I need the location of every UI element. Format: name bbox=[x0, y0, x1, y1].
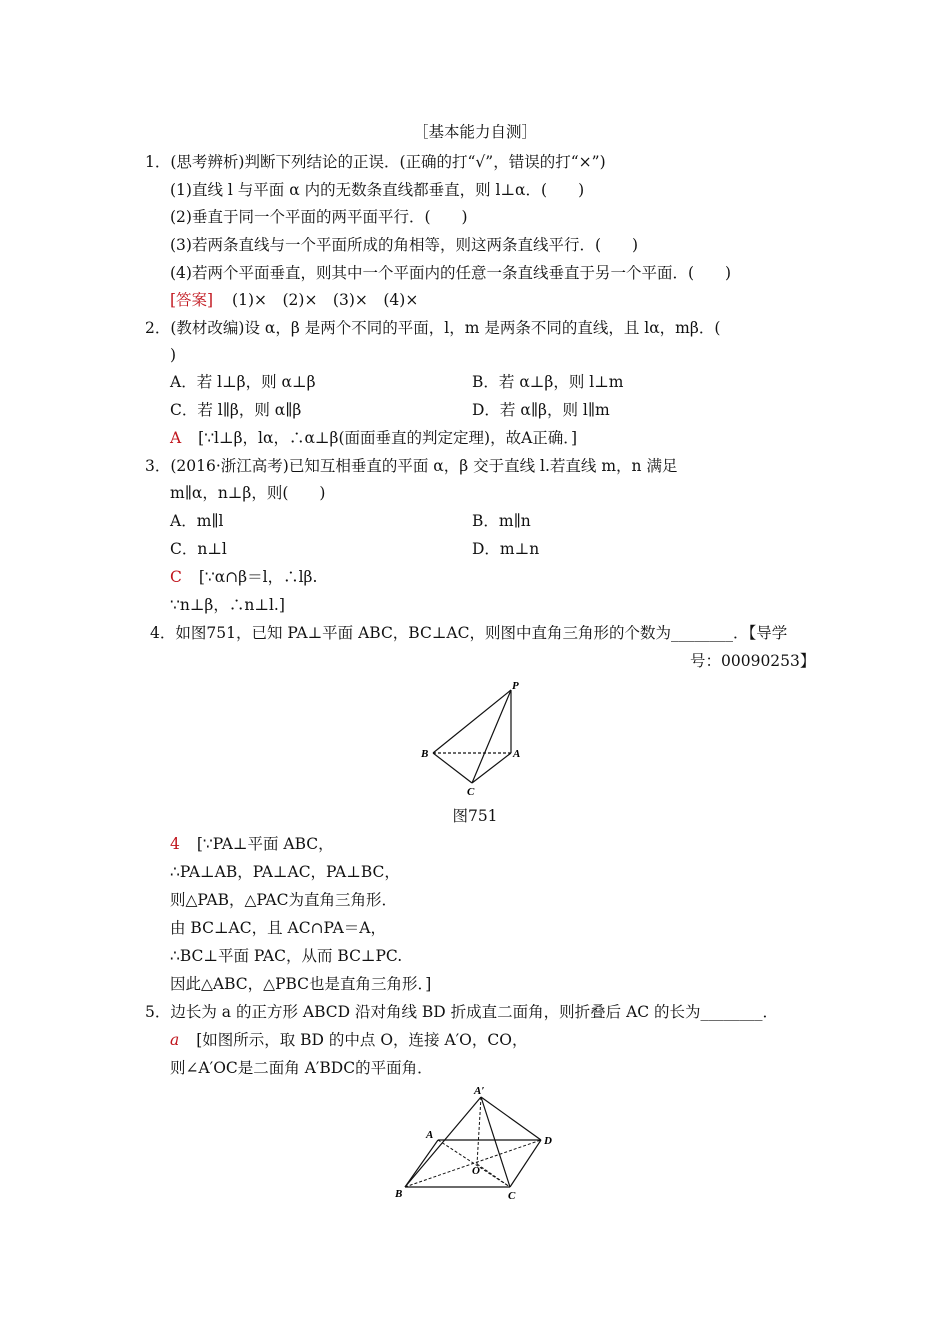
q2-answer: A bbox=[170, 429, 182, 447]
q2-option-b: B．若 α⊥β，则 l⊥m bbox=[472, 373, 624, 391]
q4-explain-3: 则△PAB，△PAC为直角三角形． bbox=[170, 891, 397, 909]
q3-option-a: A．m∥l bbox=[170, 512, 224, 530]
q4-explain-2: ∴PA⊥AB，PA⊥AC，PA⊥BC， bbox=[170, 863, 400, 881]
q2-stem-cont: ) bbox=[170, 346, 177, 364]
q4-answer: 4 bbox=[170, 835, 180, 853]
label-b: B bbox=[395, 1188, 403, 1200]
label-o: O bbox=[472, 1165, 480, 1177]
label-a-prime: A′ bbox=[474, 1085, 485, 1097]
label-p: P bbox=[512, 680, 519, 692]
q2-option-d: D．若 α∥β，则 l∥m bbox=[472, 401, 610, 419]
q1-answer: (1)× (2)× (3)× (4)× bbox=[232, 291, 419, 309]
q4-explain-1: [∵PA⊥平面 ABC， bbox=[196, 835, 334, 853]
q3-answer-row bbox=[170, 567, 317, 587]
label-c: C bbox=[508, 1190, 516, 1202]
edge-a1o bbox=[477, 1097, 481, 1164]
edge-a1d bbox=[481, 1097, 541, 1140]
q5-explain-2: 则∠A′OC是二面角 A′BDC的平面角． bbox=[170, 1059, 433, 1077]
q5-explain-1: [如图所示，取 BD 的中点 O，连接 A′O，CO， bbox=[196, 1031, 528, 1049]
q1-answer-tag: [答案] bbox=[170, 291, 214, 309]
label-c: C bbox=[467, 786, 475, 798]
q4-explain-4: 由 BC⊥AC，且 AC∩PA＝A， bbox=[170, 919, 386, 937]
q3-stem-cont: m∥α，n⊥β，则( ) bbox=[170, 484, 326, 502]
q1-item-3: (3)若两条直线与一个平面所成的角相等，则这两条直线平行．( ) bbox=[170, 236, 639, 254]
section-header: ［基本能力自测］ bbox=[412, 123, 537, 141]
label-a: A bbox=[513, 748, 521, 760]
q1-item-4: (4)若两个平面垂直，则其中一个平面内的任意一条直线垂直于另一个平面．( ) bbox=[170, 264, 732, 282]
q3-answer: C bbox=[170, 568, 182, 586]
q4-figure bbox=[415, 678, 535, 800]
q2-option-a: A．若 l⊥β，则 α⊥β bbox=[170, 373, 316, 391]
q5-figure bbox=[395, 1082, 565, 1207]
q4-explain-6: 因此△ABC，△PBC也是直角三角形．] bbox=[170, 975, 432, 993]
q3-option-d: D．m⊥n bbox=[472, 540, 540, 558]
q4-stem-cont: 号：00090253】 bbox=[690, 652, 816, 670]
q4-answer-row bbox=[170, 834, 334, 854]
q4-explain-5: ∴BC⊥平面 PAC，从而 BC⊥PC. bbox=[170, 947, 403, 965]
q2-option-c: C．若 l∥β，则 α∥β bbox=[170, 401, 302, 419]
q3-option-c: C．n⊥l bbox=[170, 540, 227, 558]
edge-oc bbox=[477, 1164, 510, 1187]
q1-stem: 1．(思考辨析)判断下列结论的正误．(正确的打“√”，错误的打“×”) bbox=[145, 153, 606, 171]
edge-pb bbox=[433, 690, 511, 753]
label-a: A bbox=[426, 1129, 434, 1141]
q1-item-1: (1)直线 l 与平面 α 内的无数条直线都垂直，则 l⊥α．( ) bbox=[170, 181, 585, 199]
q4-caption: 图751 bbox=[452, 807, 498, 825]
edge-ab bbox=[405, 1140, 438, 1187]
edge-pc bbox=[472, 690, 511, 783]
edge-cd bbox=[510, 1140, 541, 1187]
q3-explain-1: [∵α∩β＝l，∴lβ. bbox=[198, 568, 318, 586]
q4-stem: 4．如图751，已知 PA⊥平面 ABC，BC⊥AC，则图中直角三角形的个数为________．【导学 bbox=[150, 624, 788, 642]
q1-item-2: (2)垂直于同一个平面的两平面平行．( ) bbox=[170, 208, 468, 226]
q2-explain: [∵l⊥β，lα，∴α⊥β(面面垂直的判定定理)，故A正确．] bbox=[198, 429, 578, 447]
q1-answer-row bbox=[170, 290, 418, 310]
q2-answer-row bbox=[170, 428, 577, 448]
q3-stem: 3．(2016·浙江高考)已知互相垂直的平面 α，β 交于直线 l.若直线 m，n 满足 bbox=[145, 457, 678, 475]
edge-bc bbox=[433, 753, 472, 783]
label-d: D bbox=[544, 1135, 552, 1147]
edge-a1c bbox=[481, 1097, 510, 1187]
q5-stem: 5．边长为 a 的正方形 ABCD 沿对角线 BD 折成直二面角，则折叠后 AC 的长为________． bbox=[145, 1003, 779, 1021]
q3-explain-2: ∵n⊥β，∴n⊥l.] bbox=[170, 596, 285, 614]
q5-answer-row bbox=[170, 1030, 527, 1050]
q3-option-b: B．m∥n bbox=[472, 512, 531, 530]
q2-stem: 2．(教材改编)设 α，β 是两个不同的平面，l，m 是两条不同的直线，且 lα，mβ．( bbox=[145, 319, 721, 337]
label-b: B bbox=[421, 748, 429, 760]
q5-answer: a bbox=[170, 1031, 180, 1049]
